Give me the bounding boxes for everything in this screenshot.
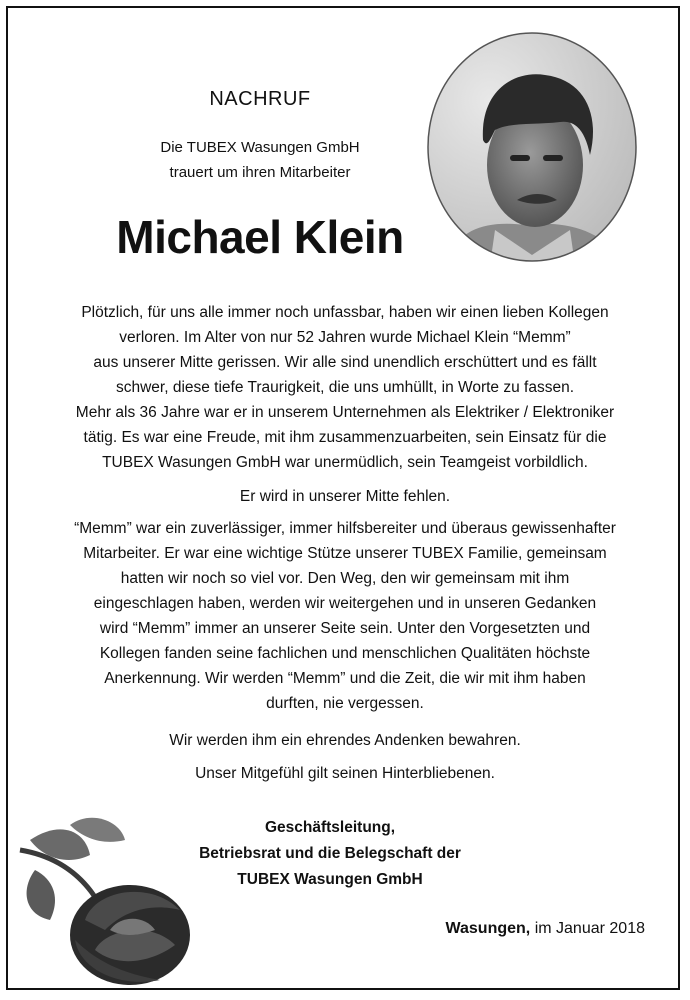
signature-block [180, 815, 480, 893]
paragraph-3-line: eingeschlagen haben, werden wir weitergehen und in unseren Gedanken [93, 595, 597, 612]
paragraph-3-line: Mitarbeiter. Er war eine wichtige Stütze unserer TUBEX Familie, gemeinsam [83, 545, 607, 562]
paragraph-1-line: Plötzlich, für uns alle immer noch unfassbar, haben wir einen lieben Kollegen [81, 304, 609, 321]
portrait-photo [425, 30, 640, 265]
paragraph-3-line: durften, nie vergessen. [266, 695, 424, 712]
paragraph-4: Wir werden ihm ein ehrendes Andenken bewahren. [169, 732, 521, 749]
paragraph-3-line: Anerkennung. Wir werden “Memm” und die Zeit, die wir mit ihm haben [104, 670, 586, 687]
signature-line-2: Betriebsrat und die Belegschaft der [199, 845, 461, 862]
signature-line-1: Geschäftsleitung, [264, 819, 396, 836]
paragraph-3-line: “Memm” war ein zuverlässiger, immer hilfsbereiter und überaus gewissenhafter [74, 520, 616, 537]
place: Wasungen, [445, 920, 531, 937]
notice-title: NACHRUF [209, 88, 311, 110]
paragraph-3 [30, 516, 660, 716]
company-line-2: trauert um ihren Mitarbeiter [169, 164, 351, 181]
date: im Januar 2018 [534, 920, 645, 937]
rose-icon [10, 810, 200, 990]
paragraph-1-line: aus unserer Mitte gerissen. Wir alle sind unendlich erschüttert und es fällt [93, 354, 597, 371]
paragraph-1 [30, 300, 660, 475]
paragraph-2: Er wird in unserer Mitte fehlen. [239, 488, 451, 505]
paragraph-3-line: Kollegen fanden seine fachlichen und menschlichen Qualitäten höchste [99, 645, 591, 662]
paragraph-5: Unser Mitgefühl gilt seinen Hinterbliebenen. [195, 765, 495, 782]
paragraph-1-line: TUBEX Wasungen GmbH war unermüdlich, sein Teamgeist vorbildlich. [102, 454, 588, 471]
paragraph-3-line: hatten wir noch so viel vor. Den Weg, den wir gemeinsam mit ihm [120, 570, 570, 587]
paragraph-3-line: wird “Memm” immer an unserer Seite sein. Unter den Vorgesetzten und [99, 620, 591, 637]
paragraph-1-line: schwer, diese tiefe Traurigkeit, die uns umhüllt, in Worte zu fassen. [115, 379, 575, 396]
paragraph-1-line: Mehr als 36 Jahre war er in unserem Unternehmen als Elektriker / Elektroniker [75, 404, 615, 421]
signature-line-3: TUBEX Wasungen GmbH [237, 871, 423, 888]
paragraph-1-line: verloren. Im Alter von nur 52 Jahren wurde Michael Klein “Memm” [119, 329, 571, 346]
company-line-1: Die TUBEX Wasungen GmbH [160, 139, 360, 156]
place-date [400, 920, 645, 938]
deceased-name: Michael Klein [116, 211, 404, 263]
paragraph-1-line: tätig. Es war eine Freude, mit ihm zusammenzuarbeiten, sein Einsatz für die [83, 429, 607, 446]
company-intro [100, 135, 420, 185]
